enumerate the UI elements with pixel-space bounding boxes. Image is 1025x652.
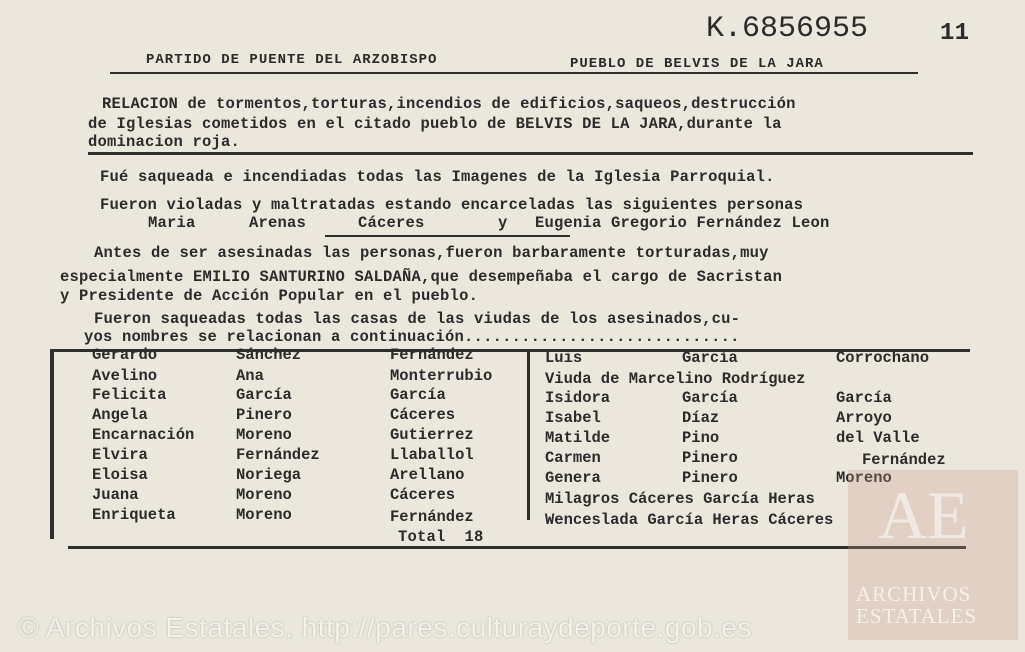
body-line-7: Antes de ser asesinadas las personas,fueron barbaramente torturadas,muy	[94, 244, 769, 262]
list-item: Corrochano	[836, 349, 930, 367]
list-item: Pinero	[236, 406, 292, 424]
victim-second-person: Eugenia Gregorio Fernández Leon	[535, 214, 830, 232]
list-item: Luis	[545, 349, 583, 367]
table-bottom-rule	[68, 546, 966, 549]
logo-line-2: ESTATALES	[856, 604, 978, 628]
body-line-11: yos nombres se relacionan a continuación.............................	[84, 328, 740, 346]
body-line-8: especialmente EMILIO SANTURINO SALDAÑA,que desempeñaba el cargo de Sacristan	[60, 268, 783, 286]
list-item: Noriega	[236, 466, 302, 484]
list-item: Matilde	[545, 429, 611, 447]
table-middle-rule	[527, 352, 530, 520]
list-item: Milagros Cáceres García Heras	[545, 490, 815, 508]
list-item: Moreno	[236, 426, 292, 444]
list-item: Fernández	[236, 446, 320, 464]
victims-underline	[325, 235, 570, 237]
list-item: Sánchez	[236, 346, 302, 364]
body-line-5: Fueron violadas y maltratadas estando encarceladas las siguientes personas	[100, 196, 804, 214]
section-rule-1	[88, 152, 973, 155]
list-item: Juana	[92, 486, 139, 504]
list-item: Eloisa	[92, 466, 148, 484]
logo-mark-icon: AE	[878, 477, 969, 553]
list-item: García	[682, 389, 738, 407]
list-item: García	[836, 389, 892, 407]
page-number: 11	[940, 20, 970, 47]
list-item: García	[682, 349, 738, 367]
reference-number: K.6856955	[706, 12, 869, 46]
archivos-estatales-logo	[848, 470, 1018, 640]
list-item: Pinero	[682, 469, 738, 487]
list-item: Enriqueta	[92, 506, 176, 524]
list-item: García	[390, 386, 446, 404]
list-item: Díaz	[682, 409, 720, 427]
body-line-4: Fué saqueada e incendiadas todas las Imagenes de la Iglesia Parroquial.	[100, 168, 775, 186]
list-item: Fernández	[390, 508, 474, 526]
list-item: Avelino	[92, 367, 158, 385]
victim-first-name: Maria	[148, 214, 196, 232]
list-item: Moreno	[836, 469, 892, 487]
body-line-10: Fueron saqueadas todas las casas de las viudas de los asesinados,cu-	[94, 310, 741, 328]
total-count: Total 18	[398, 528, 484, 546]
body-line-9: y Presidente de Acción Popular en el pueblo.	[60, 287, 479, 305]
list-item: Arellano	[390, 466, 465, 484]
heading-underline	[110, 72, 918, 74]
list-item: Fernández	[390, 346, 474, 364]
list-item: Isidora	[545, 389, 611, 407]
list-item: Carmen	[545, 449, 601, 467]
list-item: Wenceslada García Heras Cáceres	[545, 511, 834, 529]
list-item: Gerardo	[92, 346, 158, 364]
list-item: del Valle	[836, 429, 920, 447]
victim-conjunction: y	[498, 214, 508, 232]
body-line-1: RELACION de tormentos,torturas,incendios de edificios,saqueos,destrucción	[102, 95, 796, 113]
table-left-rule	[50, 349, 54, 539]
victim-surname-2: Cáceres	[358, 214, 425, 232]
body-line-2: de Iglesias cometidos en el citado pueblo de BELVIS DE LA JARA,durante la	[88, 115, 782, 133]
list-item: Angela	[92, 406, 148, 424]
list-item: Felicita	[92, 386, 167, 404]
list-item: Arroyo	[836, 409, 892, 427]
list-item: Moreno	[236, 486, 292, 504]
victim-surname-1: Arenas	[249, 214, 307, 232]
table-top-rule	[50, 349, 970, 352]
copyright-watermark: © Archivos Estatales, http://pares.culturaydeporte.gob.es	[18, 612, 752, 643]
body-line-3: dominacion roja.	[88, 133, 241, 151]
list-item: Pino	[682, 429, 720, 447]
list-item: Moreno	[236, 506, 292, 524]
list-item: Ana	[236, 367, 264, 385]
list-item: Cáceres	[390, 486, 456, 504]
pueblo-heading: PUEBLO DE BELVIS DE LA JARA	[570, 56, 824, 72]
partido-heading: PARTIDO DE PUENTE DEL ARZOBISPO	[146, 52, 438, 68]
list-item: Encarnación	[92, 426, 195, 444]
list-item: Genera	[545, 469, 601, 487]
logo-line-1: ARCHIVOS	[856, 582, 972, 606]
list-item: Viuda de Marcelino Rodríguez	[545, 370, 806, 388]
list-item: Cáceres	[390, 406, 456, 424]
list-item: Isabel	[545, 409, 601, 427]
list-item: García	[236, 386, 292, 404]
list-item: Pinero	[682, 449, 738, 467]
list-item: Elvira	[92, 446, 148, 464]
list-item: Gutierrez	[390, 426, 474, 444]
list-item: Fernández	[862, 451, 946, 469]
list-item: Monterrubio	[390, 367, 493, 385]
list-item: Llaballol	[390, 446, 474, 464]
